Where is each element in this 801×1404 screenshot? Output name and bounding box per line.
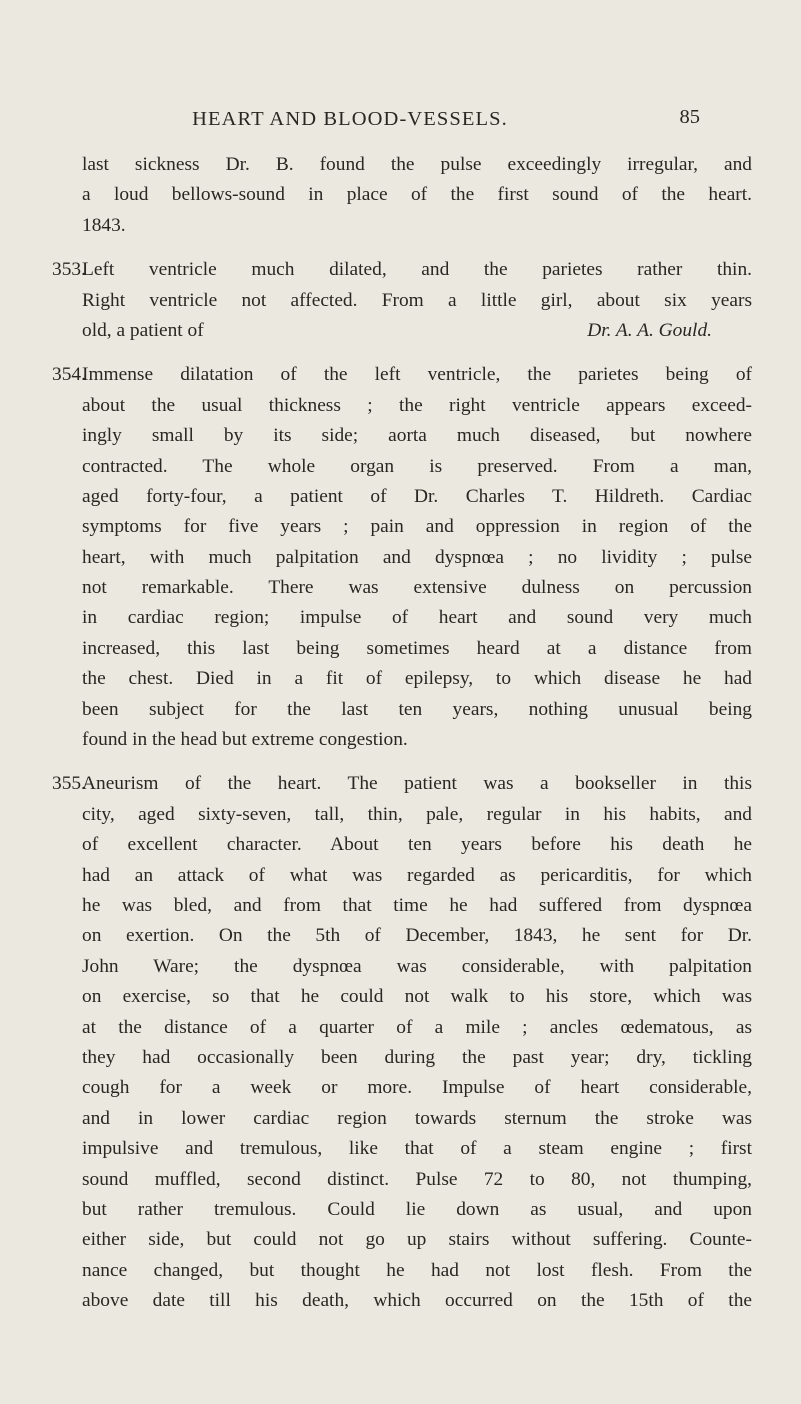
text-line: had an attack of what was regarded as pericarditis, for which [82,864,752,886]
text-line: ingly small by its side; aorta much diseased, but nowhere [82,425,752,447]
text-line: 1843. [82,214,126,236]
text-line: found in the head but extreme congestion. [82,729,408,751]
text-line: in cardiac region; impulse of heart and sound very much [82,607,752,629]
entry-first-line [52,360,752,390]
text-line: old, a patient of [82,319,204,341]
text-line: a loud bellows-sound in place of the first sound of the heart. [82,184,752,206]
text-line: increased, this last being sometimes heard at a distance from [82,637,752,659]
text-line: impulsive and tremulous, like that of a steam engine ; first [82,1138,752,1160]
text-line: Right ventricle not affected. From a little girl, about six years [82,289,752,311]
entry-number: 355. [52,773,86,795]
text-line: cough for a week or more. Impulse of heart considerable, [82,1077,752,1099]
text-line: the chest. Died in a fit of epilepsy, to which disease he had [82,668,752,690]
text-line: last sickness Dr. B. found the pulse exceedingly irregular, and [82,154,752,175]
entry-first-line [52,255,752,285]
text-line: symptoms for five years ; pain and oppression in region of the [82,516,752,538]
text-line: on exertion. On the 5th of December, 1843, he sent for Dr. [82,925,752,947]
page-number: 85 [679,106,700,128]
entry-355 [52,769,752,1316]
text-line: been subject for the last ten years, nothing unusual being [82,698,752,720]
text-line: nance changed, but thought he had not lost flesh. From the [82,1259,752,1281]
entry-353 [52,255,752,346]
text-line: about the usual thickness ; the right ventricle appears exceed- [82,394,752,416]
text-line: sound muffled, second distinct. Pulse 72 to 80, not thumping, [82,1168,752,1190]
text-line: on exercise, so that he could not walk to his store, which was [82,986,752,1008]
entry-354 [52,360,752,755]
signature: Dr. A. A. Gould. [587,319,712,341]
entry-first-line [52,769,752,799]
running-head [120,108,700,138]
text-line: either side, but could not go up stairs without suffering. Counte- [82,1229,752,1251]
text-line: he was bled, and from that time he had suffered from dyspnœa [82,894,752,916]
entry-number: 354. [52,364,86,386]
text-line: at the distance of a quarter of a mile ; ancles œdematous, as [82,1016,752,1038]
text-line: aged forty-four, a patient of Dr. Charles T. Hildreth. Cardiac [82,485,752,507]
body-text [52,150,752,1316]
continuation-paragraph [52,150,752,241]
text-line: heart, with much palpitation and dyspnœa ; no lividity ; pulse [82,546,752,568]
text-line: John Ware; the dyspnœa was considerable, with palpitation [82,955,752,977]
running-title: HEART AND BLOOD-VESSELS. [192,108,508,130]
text-line: they had occasionally been during the past year; dry, tickling [82,1046,752,1068]
text-line-with-signature [52,316,752,346]
text-line: Aneurism of the heart. The patient was a bookseller in this [82,773,752,795]
text-line: of excellent character. About ten years before his death he [82,834,752,856]
text-line: above date till his death, which occurred on the 15th of the [82,1290,752,1312]
text-line: contracted. The whole organ is preserved. From a man, [82,455,752,477]
text-line: not remarkable. There was extensive dulness on percussion [82,577,752,599]
text-line: Left ventricle much dilated, and the parietes rather thin. [82,259,752,281]
text-line: Immense dilatation of the left ventricle, the parietes being of [82,364,752,386]
text-line: and in lower cardiac region towards sternum the stroke was [82,1107,752,1129]
entry-number: 353. [52,259,86,281]
text-line: city, aged sixty-seven, tall, thin, pale, regular in his habits, and [82,803,752,825]
text-line: but rather tremulous. Could lie down as usual, and upon [82,1198,752,1220]
